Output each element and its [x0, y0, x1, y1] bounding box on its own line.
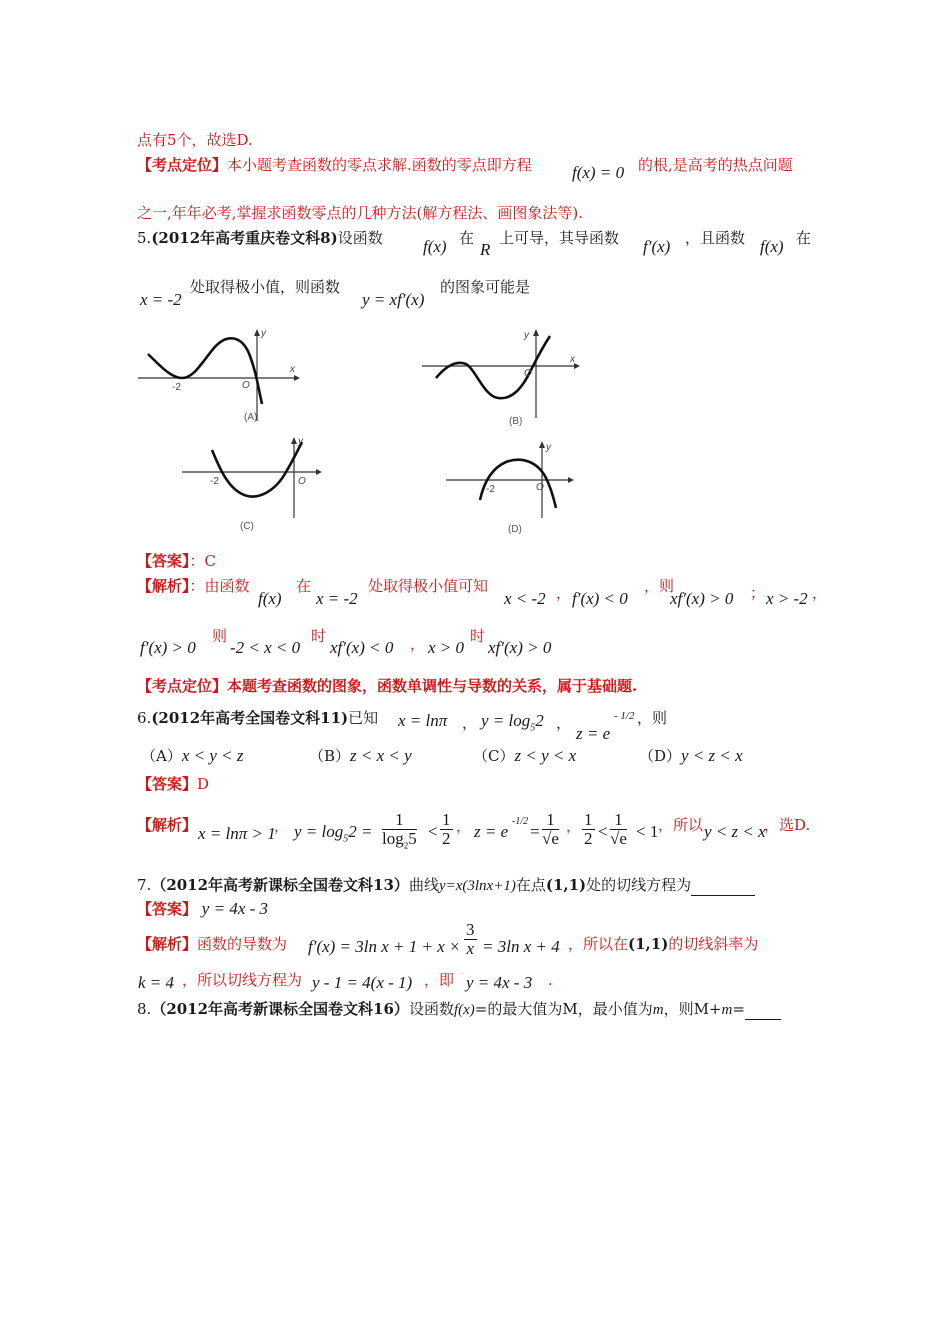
answer-bracket: 【答案】: [137, 552, 190, 570]
q7-analysis-a: [137, 934, 287, 954]
analysis-text: 函数的导数为: [197, 935, 288, 953]
q7-jx-b: [568, 934, 758, 954]
q5-stem-c: ，且函数: [685, 229, 746, 247]
q7-answer: [137, 899, 268, 919]
stem-text-d: =: [732, 1000, 745, 1018]
q6-z-def: [576, 724, 610, 744]
q5-keypoint: [137, 676, 637, 696]
q6-comma: ，: [462, 714, 478, 732]
option-b-label: （B）: [309, 747, 351, 765]
q6-answer: [137, 774, 209, 794]
frac-numerator: 1: [382, 811, 417, 830]
q5-graph-d: [442, 438, 582, 524]
question-source: （2012年高考新课标全国卷文科13）: [151, 876, 409, 894]
q6-option-d-wrap: [639, 746, 743, 766]
label-origin: O: [536, 482, 544, 493]
q5-jx-semi: ；: [750, 584, 766, 602]
option-d: y < z < x: [681, 746, 743, 765]
x-axis-arrow: [316, 469, 322, 475]
frac-denominator: 2: [584, 829, 593, 848]
curve: [148, 338, 262, 404]
q6-jx-eq: =: [530, 822, 540, 841]
q5-jx-c5: f′(x) > 0: [140, 638, 196, 657]
y-log: y = log: [481, 711, 531, 730]
label-x: x: [570, 354, 575, 365]
q5-jx-xeq: x = -2: [316, 589, 358, 608]
q5-graph-b: [418, 326, 588, 426]
q5-stem-e: 的图象可能是: [440, 278, 531, 296]
label-neg2: -2: [172, 382, 181, 393]
q7-jx-d: ，所以切线方程为: [182, 971, 303, 989]
y-axis-arrow: [254, 329, 260, 336]
q6-jx-frac2: [540, 811, 561, 848]
q5-jx-c7: xf′(x) < 0: [330, 638, 394, 657]
q5-graph-c: [178, 434, 338, 524]
point: (1,1): [628, 935, 669, 953]
question-source: (2012年高考全国卷文科11): [151, 709, 349, 727]
stem-text: 设函数: [337, 229, 383, 247]
q4-keypoint-line1: [137, 155, 532, 175]
q5-R: R: [480, 240, 491, 259]
keypoint-text: 本小题考查函数的零点求解.函数的零点即方程: [227, 156, 532, 174]
q5-jx-shi1: 时: [311, 627, 327, 645]
curve: [212, 442, 302, 497]
answer-blank[interactable]: [745, 1005, 781, 1020]
option-a: x < y < z: [181, 746, 244, 765]
q5-stem-line1: [137, 228, 383, 248]
q7-jx-e: ，即: [424, 971, 455, 989]
q6-jx-frac3: [608, 811, 629, 848]
q5-jx-c3: xf′(x) > 0: [670, 589, 734, 608]
q5-fx2: f(x): [760, 237, 784, 256]
label-neg2: -2: [210, 476, 219, 487]
answer-value: D: [197, 775, 210, 793]
q7-jx-f: .: [548, 971, 553, 989]
answer-bracket: 【答案】: [137, 900, 198, 918]
analysis-text-c: 的切线斜率为: [668, 935, 759, 953]
label-origin: O: [524, 368, 532, 379]
q6-option-b-wrap: [309, 746, 412, 766]
y-log-arg: 2: [535, 711, 544, 730]
question-number: 7.: [137, 876, 152, 894]
graph-b-caption: (B): [509, 416, 523, 427]
question-source: （2012年高考新课标全国卷文科16）: [151, 1000, 409, 1018]
q6-jx-x: x = lnπ > 1: [198, 824, 276, 843]
q5-jx-comma3: ，: [410, 635, 426, 653]
q5-xeq: x = -2: [140, 290, 182, 309]
q5-answer: [137, 551, 216, 571]
q5-jx-ze2: 则: [212, 627, 228, 645]
frac-denominator: 2: [442, 829, 451, 848]
stem-text-b: 在点: [515, 876, 546, 894]
keypoint-text: 本题考查函数的图象，函数单调性与导数的关系，属于基础题.: [227, 677, 638, 695]
z-base: z = e: [576, 724, 611, 743]
q5-jx-fx: f(x): [258, 589, 282, 608]
curve: [436, 336, 550, 398]
q5-jx-shi2: 时: [470, 627, 486, 645]
q6-jx-half: [438, 811, 455, 848]
q7-jx-eq2: y = 4x - 3: [466, 973, 533, 992]
analysis-text: ，所以在: [568, 935, 629, 953]
option-a-label: （A）: [141, 747, 182, 765]
jx-y-log: y = log: [294, 822, 344, 841]
q5-jx-c9: xf′(x) > 0: [488, 638, 552, 657]
q6-jx-xuan: ，选D.: [764, 816, 811, 834]
q5-jx-c6: -2 < x < 0: [230, 638, 301, 657]
label-y: y: [524, 330, 529, 341]
question-number: 6.: [137, 709, 152, 727]
jx-y-log-arg: 2 =: [348, 822, 373, 841]
graph-d-caption: (D): [508, 524, 522, 535]
q5-jx-c2: f′(x) < 0: [572, 589, 628, 608]
question-source: (2012年高考重庆卷文科8): [151, 229, 338, 247]
q5-jx-zai: 在: [296, 577, 312, 595]
q6-jx-comma2: ，: [456, 817, 472, 835]
q8-stem: [137, 999, 781, 1020]
option-c: z < y < x: [514, 746, 577, 765]
y-axis-arrow: [291, 437, 297, 444]
q5-jx-ze1: ，则: [644, 577, 675, 595]
stem-text-c: 处的切线方程为: [586, 876, 692, 894]
q5-fpx: f′(x): [643, 237, 671, 256]
q5-jx-b: 处取得极小值可知: [368, 577, 489, 595]
q6-z-exp: - 1/2: [614, 710, 635, 722]
q7-jx-frac: [462, 921, 479, 958]
y-log-base: 5: [530, 722, 536, 734]
q6-option-c-wrap: [473, 746, 576, 766]
frac-numerator: 3: [466, 920, 475, 939]
answer-blank[interactable]: [691, 881, 755, 896]
stem-text: 曲线: [408, 876, 439, 894]
frac-log-arg: 5: [408, 829, 417, 848]
frac-numerator: 1: [584, 810, 593, 829]
keypoint-bracket: 【考点定位】: [137, 156, 228, 174]
answer-value: ：C: [189, 552, 216, 570]
q6-jx-y: [294, 822, 372, 849]
q5-zai: 在: [459, 229, 475, 247]
option-b: z < x < y: [350, 746, 412, 765]
label-y: y: [546, 442, 551, 453]
q7-jx-k: k = 4: [138, 973, 175, 992]
label-neg2: -2: [486, 484, 495, 495]
q6-comma2: ，: [556, 714, 572, 732]
frac-numerator: 1: [542, 811, 559, 830]
keypoint-bracket: 【考点定位】: [137, 677, 228, 695]
min-symbol: m: [652, 1002, 664, 1018]
q6-jx-z: z = e: [474, 822, 509, 841]
label-origin: O: [298, 476, 306, 487]
q6-jx-lt1: < 1: [636, 822, 659, 841]
q5-yfx: y = xf′(x): [362, 290, 425, 309]
x-axis-arrow: [568, 477, 574, 483]
frac-numerator: 1: [442, 810, 451, 829]
q7-jx-eq1: y - 1 = 4(x - 1): [312, 973, 413, 992]
q5-jx-c1: x < -2: [504, 589, 546, 608]
q4-conclusion: 点有5个，故选D.: [137, 131, 253, 149]
q6-x-def: x = lnπ: [398, 711, 448, 730]
q6-jx-comma3: ，: [566, 817, 582, 835]
label-origin: O: [242, 380, 250, 391]
stem-text: 设函数: [408, 1000, 454, 1018]
y-axis-arrow: [539, 441, 545, 448]
curve-formula: y=x(3lnx+1): [438, 878, 516, 894]
q5-jx-c4: x > -2: [766, 589, 808, 608]
q7-stem: [137, 875, 755, 896]
q5-stem-d: 处取得极小值，则函数: [190, 278, 341, 296]
q7-jx-deriv-b: = 3ln x + 4: [482, 937, 560, 956]
frac-denominator: x: [466, 939, 475, 958]
q6-jx-lt: <: [428, 822, 438, 841]
frac-numerator: 1: [610, 811, 627, 830]
jx-y-log-base: 5: [343, 833, 349, 845]
q5-analysis-a: [137, 576, 250, 596]
q6-y-def: [481, 711, 544, 738]
x-axis-arrow: [294, 375, 300, 381]
y-axis-arrow: [533, 329, 539, 336]
q4-keypoint-formula: f(x) = 0: [572, 163, 625, 182]
option-d-label: （D）: [639, 747, 682, 765]
q6-options: [141, 746, 244, 766]
graph-c-caption: (C): [240, 521, 254, 532]
fx: f(x): [453, 1002, 475, 1018]
analysis-text: ：由函数: [189, 577, 250, 595]
question-number: 5.: [137, 229, 152, 247]
analysis-bracket: 【解析】: [137, 577, 190, 595]
q5-zai2: 在: [796, 229, 812, 247]
q5-stem-b: 上可导，其导函数: [499, 229, 620, 247]
q6-analysis-bracket: 【解析】: [137, 816, 198, 834]
label-y: y: [298, 436, 303, 447]
q6-jx-half2: [580, 811, 597, 848]
option-c-label: （C）: [473, 747, 515, 765]
stem-text-c: ，则M+: [663, 1000, 722, 1018]
question-number: 8.: [137, 1000, 152, 1018]
frac-denominator: √e: [542, 829, 559, 848]
q6-stem: [137, 708, 378, 728]
q5-graph-a: [134, 326, 304, 426]
graph-a-caption: (A): [244, 412, 258, 423]
q6-jx-concl: y < z < x: [704, 822, 766, 841]
q6-jx-lt2: <: [598, 822, 608, 841]
frac-log: log: [382, 829, 404, 848]
stem-text: 已知: [348, 709, 379, 727]
q6-jx-suoyi: ，所以: [658, 816, 704, 834]
stem-text-b: =的最大值为M，最小值为: [474, 1000, 653, 1018]
frac-log-base: 2: [403, 840, 409, 851]
q6-stem-b: ，则: [637, 709, 668, 727]
q7-jx-deriv-a: f′(x) = 3ln x + 1 + x ×: [308, 937, 461, 956]
q5-fx: f(x): [423, 237, 447, 256]
answer-bracket: 【答案】: [137, 775, 198, 793]
q5-jx-comma2: ，: [812, 584, 828, 602]
label-y: y: [261, 328, 266, 339]
frac-denominator: √e: [610, 829, 627, 848]
q4-keypoint-text-b: 的根,是高考的热点问题: [638, 156, 793, 174]
point: (1,1): [545, 876, 587, 894]
min-symbol-2: m: [721, 1002, 733, 1018]
frac-denominator: [382, 830, 417, 854]
q5-jx-comma1: ，: [556, 584, 572, 602]
answer-value: y = 4x - 3: [201, 899, 269, 918]
q6-jx-comma1: ，: [274, 817, 290, 835]
q5-jx-c8: x > 0: [428, 638, 465, 657]
q6-jx-frac1: [380, 811, 419, 854]
label-x: x: [290, 364, 295, 375]
analysis-bracket: 【解析】: [137, 935, 198, 953]
q6-jx-z-exp: -1/2: [512, 816, 529, 827]
q4-keypoint-line2: 之一,年年必考,掌握求函数零点的几种方法(解方程法、画图象法等).: [137, 204, 584, 222]
